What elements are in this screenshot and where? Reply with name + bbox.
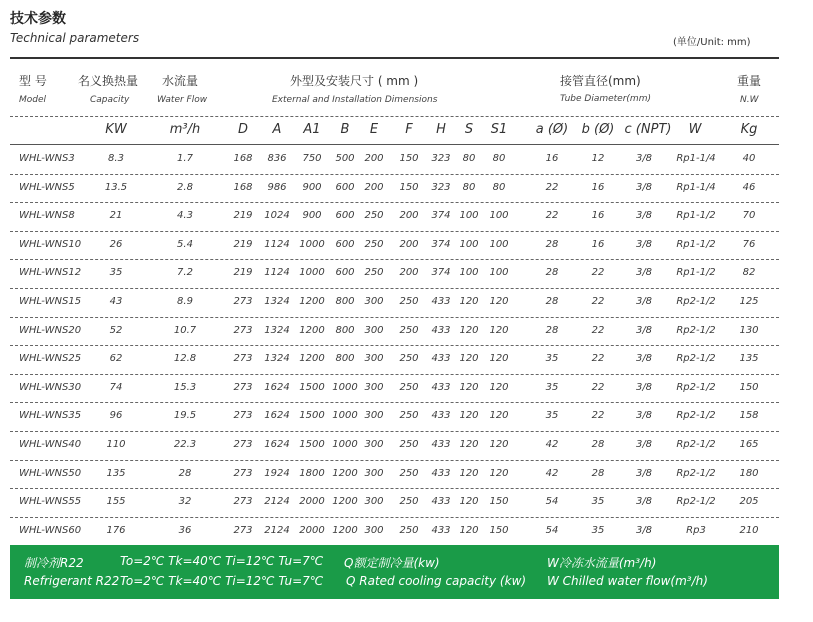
cell-a1: 1500 <box>299 439 325 450</box>
cell-c-npt: 3/8 <box>635 296 653 307</box>
cell-s1: 120 <box>489 353 509 364</box>
cell-s: 120 <box>459 410 479 421</box>
table-row <box>0 517 813 545</box>
cell-model: WHL-WNS55 <box>19 496 82 507</box>
cell-model: WHL-WNS5 <box>19 182 75 193</box>
cell-b: 600 <box>335 182 355 193</box>
cell-w-thread: Rp1-1/4 <box>676 182 716 193</box>
cell-b-dia: 28 <box>591 439 605 450</box>
cell-model: WHL-WNS50 <box>19 468 82 479</box>
cell-s1: 100 <box>489 267 509 278</box>
cell-a: 1324 <box>264 296 290 307</box>
cell-e: 300 <box>364 325 384 336</box>
cell-e: 250 <box>364 210 384 221</box>
table-row <box>0 488 813 516</box>
cell-b-dia: 22 <box>591 382 605 393</box>
unit-f: F <box>405 122 413 137</box>
legend-footer <box>10 545 779 599</box>
cell-a1: 900 <box>302 182 322 193</box>
cell-a-dia: 54 <box>545 496 559 507</box>
cell-a: 1924 <box>264 468 290 479</box>
cell-d: 273 <box>233 439 253 450</box>
cell-b: 500 <box>335 153 355 164</box>
cell-c-npt: 3/8 <box>635 496 653 507</box>
cell-capacity: 110 <box>106 439 126 450</box>
cell-weight: 130 <box>739 325 759 336</box>
cell-a-dia: 35 <box>545 382 559 393</box>
cell-model: WHL-WNS30 <box>19 382 82 393</box>
cell-a-dia: 35 <box>545 410 559 421</box>
cell-f: 250 <box>399 525 419 536</box>
cell-model: WHL-WNS35 <box>19 410 82 421</box>
cell-s1: 120 <box>489 325 509 336</box>
cell-f: 250 <box>399 296 419 307</box>
cell-b: 1000 <box>332 439 358 450</box>
cell-b: 600 <box>335 239 355 250</box>
cell-s1: 80 <box>492 153 506 164</box>
table-row <box>0 460 813 488</box>
cell-a-dia: 22 <box>545 210 559 221</box>
cell-e: 200 <box>364 153 384 164</box>
cell-a: 2124 <box>264 525 290 536</box>
cell-f: 250 <box>399 439 419 450</box>
table-row <box>0 259 813 287</box>
cell-h: 433 <box>431 439 451 450</box>
cell-model: WHL-WNS40 <box>19 439 82 450</box>
cell-f: 250 <box>399 353 419 364</box>
header-capacity-en: Capacity <box>90 95 130 105</box>
cell-d: 273 <box>233 410 253 421</box>
unit-note: (单位/Unit: mm) <box>673 37 751 48</box>
unit-h: H <box>436 122 446 137</box>
cell-s1: 80 <box>492 182 506 193</box>
header-tube-cn: 接管直径(mm) <box>560 74 641 88</box>
cell-e: 300 <box>364 496 384 507</box>
cell-w-thread: Rp2-1/2 <box>676 496 716 507</box>
cell-w-thread: Rp1-1/2 <box>676 267 716 278</box>
cell-a-dia: 42 <box>545 468 559 479</box>
cell-s1: 150 <box>489 525 509 536</box>
cell-a-dia: 42 <box>545 439 559 450</box>
cell-s1: 100 <box>489 239 509 250</box>
cell-b-dia: 16 <box>591 210 605 221</box>
cell-capacity: 74 <box>109 382 123 393</box>
cell-b-dia: 16 <box>591 182 605 193</box>
cell-h: 433 <box>431 353 451 364</box>
cell-h: 433 <box>431 525 451 536</box>
cell-f: 250 <box>399 410 419 421</box>
cell-weight: 76 <box>742 239 756 250</box>
cell-flow: 28 <box>178 468 192 479</box>
cell-d: 273 <box>233 496 253 507</box>
cell-c-npt: 3/8 <box>635 353 653 364</box>
cell-f: 250 <box>399 382 419 393</box>
cell-a-dia: 28 <box>545 267 559 278</box>
cell-b: 1000 <box>332 410 358 421</box>
cell-a-dia: 28 <box>545 296 559 307</box>
cell-f: 200 <box>399 210 419 221</box>
cell-model: WHL-WNS3 <box>19 153 75 164</box>
cell-weight: 210 <box>739 525 759 536</box>
cell-flow: 36 <box>178 525 192 536</box>
cell-e: 300 <box>364 296 384 307</box>
cell-flow: 8.9 <box>177 296 193 307</box>
cell-b: 600 <box>335 267 355 278</box>
cell-weight: 158 <box>739 410 759 421</box>
header-model-cn: 型 号 <box>19 74 47 88</box>
cell-h: 433 <box>431 410 451 421</box>
cell-s1: 120 <box>489 439 509 450</box>
unit-flow: m³/h <box>169 122 201 137</box>
cell-model: WHL-WNS20 <box>19 325 82 336</box>
cell-b-dia: 22 <box>591 325 605 336</box>
cell-b-dia: 22 <box>591 267 605 278</box>
cell-capacity: 8.3 <box>108 153 124 164</box>
cell-c-npt: 3/8 <box>635 239 653 250</box>
cell-f: 250 <box>399 496 419 507</box>
cell-w-thread: Rp2-1/2 <box>676 325 716 336</box>
cell-e: 250 <box>364 267 384 278</box>
cell-b: 1200 <box>332 468 358 479</box>
cell-a: 836 <box>267 153 287 164</box>
cell-a: 1124 <box>264 267 290 278</box>
cell-a: 1324 <box>264 353 290 364</box>
cell-b: 800 <box>335 296 355 307</box>
cell-d: 273 <box>233 382 253 393</box>
cell-flow: 32 <box>178 496 192 507</box>
cell-w-thread: Rp1-1/4 <box>676 153 716 164</box>
cell-b: 800 <box>335 325 355 336</box>
cell-f: 200 <box>399 267 419 278</box>
header-tube-en: Tube Diameter(mm) <box>560 94 651 104</box>
cell-b-dia: 28 <box>591 468 605 479</box>
unit-s: S <box>464 122 474 137</box>
cell-s: 120 <box>459 296 479 307</box>
cell-s: 80 <box>462 182 476 193</box>
cell-d: 219 <box>233 210 253 221</box>
table-row <box>0 202 813 230</box>
cell-a-dia: 35 <box>545 353 559 364</box>
cell-c-npt: 3/8 <box>635 267 653 278</box>
cell-capacity: 62 <box>109 353 123 364</box>
unit-kw: KW <box>105 122 127 137</box>
cell-b-dia: 12 <box>591 153 605 164</box>
cell-w-thread: Rp1-1/2 <box>676 239 716 250</box>
cell-weight: 70 <box>742 210 756 221</box>
cell-c-npt: 3/8 <box>635 153 653 164</box>
cell-s: 120 <box>459 439 479 450</box>
cell-b-dia: 22 <box>591 296 605 307</box>
unit-b-dia: b (Ø) <box>581 122 615 137</box>
cell-flow: 12.8 <box>173 353 197 364</box>
cell-capacity: 155 <box>106 496 126 507</box>
cell-a1: 1000 <box>299 267 325 278</box>
table-row <box>0 345 813 373</box>
cell-a-dia: 54 <box>545 525 559 536</box>
cell-capacity: 52 <box>109 325 123 336</box>
cell-flow: 15.3 <box>173 382 197 393</box>
cell-weight: 46 <box>742 182 756 193</box>
cell-capacity: 26 <box>109 239 123 250</box>
header-weight-en: N.W <box>740 95 759 105</box>
cell-c-npt: 3/8 <box>635 410 653 421</box>
cell-e: 200 <box>364 182 384 193</box>
table-row <box>0 431 813 459</box>
table-row <box>0 317 813 345</box>
cell-h: 374 <box>431 210 451 221</box>
cell-s: 120 <box>459 325 479 336</box>
footer-refrigerant-cn: 制冷剂R22 <box>24 556 84 570</box>
cell-h: 374 <box>431 239 451 250</box>
cell-c-npt: 3/8 <box>635 382 653 393</box>
cell-b: 800 <box>335 353 355 364</box>
cell-a: 1624 <box>264 410 290 421</box>
cell-a: 1024 <box>264 210 290 221</box>
cell-model: WHL-WNS8 <box>19 210 75 221</box>
header-model-en: Model <box>19 95 47 105</box>
unit-kg: Kg <box>740 122 758 137</box>
cell-h: 433 <box>431 296 451 307</box>
cell-d: 168 <box>233 182 253 193</box>
unit-s1: S1 <box>490 122 508 137</box>
cell-s: 100 <box>459 210 479 221</box>
cell-w-thread: Rp2-1/2 <box>676 353 716 364</box>
cell-b-dia: 35 <box>591 496 605 507</box>
cell-capacity: 13.5 <box>104 182 128 193</box>
cell-weight: 135 <box>739 353 759 364</box>
cell-a1: 1500 <box>299 382 325 393</box>
cell-b: 1000 <box>332 382 358 393</box>
cell-s: 100 <box>459 239 479 250</box>
cell-flow: 5.4 <box>177 239 193 250</box>
cell-s: 100 <box>459 267 479 278</box>
cell-a: 1124 <box>264 239 290 250</box>
cell-weight: 40 <box>742 153 756 164</box>
cell-e: 300 <box>364 353 384 364</box>
cell-capacity: 21 <box>109 210 123 221</box>
cell-w-thread: Rp2-1/2 <box>676 439 716 450</box>
cell-flow: 4.3 <box>177 210 193 221</box>
cell-s1: 120 <box>489 468 509 479</box>
cell-f: 150 <box>399 153 419 164</box>
cell-h: 374 <box>431 267 451 278</box>
unit-b: B <box>340 122 350 137</box>
cell-a: 986 <box>267 182 287 193</box>
table-row <box>0 402 813 430</box>
header-dims-en: External and Installation Dimensions <box>272 95 438 105</box>
cell-a: 1624 <box>264 439 290 450</box>
cell-e: 300 <box>364 468 384 479</box>
cell-f: 200 <box>399 239 419 250</box>
cell-w-thread: Rp2-1/2 <box>676 410 716 421</box>
cell-h: 433 <box>431 496 451 507</box>
cell-a1: 1000 <box>299 239 325 250</box>
cell-h: 433 <box>431 382 451 393</box>
cell-a1: 2000 <box>299 496 325 507</box>
cell-d: 168 <box>233 153 253 164</box>
cell-s: 80 <box>462 153 476 164</box>
cell-flow: 22.3 <box>173 439 197 450</box>
cell-a1: 1500 <box>299 410 325 421</box>
cell-flow: 10.7 <box>173 325 197 336</box>
cell-h: 323 <box>431 153 451 164</box>
footer-q-en: Q Rated cooling capacity (kw) <box>346 574 527 588</box>
cell-d: 273 <box>233 468 253 479</box>
cell-b-dia: 22 <box>591 353 605 364</box>
cell-a: 2124 <box>264 496 290 507</box>
cell-d: 219 <box>233 267 253 278</box>
cell-flow: 19.5 <box>173 410 197 421</box>
cell-e: 300 <box>364 525 384 536</box>
cell-w-thread: Rp2-1/2 <box>676 296 716 307</box>
cell-a: 1624 <box>264 382 290 393</box>
cell-flow: 1.7 <box>177 153 193 164</box>
footer-conditions-1: To=2℃ Tk=40℃ Ti=12℃ Tu=7℃ <box>120 554 324 568</box>
cell-capacity: 135 <box>106 468 126 479</box>
cell-e: 300 <box>364 410 384 421</box>
cell-a1: 1800 <box>299 468 325 479</box>
cell-flow: 2.8 <box>177 182 193 193</box>
cell-capacity: 35 <box>109 267 123 278</box>
cell-a1: 1200 <box>299 353 325 364</box>
cell-weight: 150 <box>739 382 759 393</box>
footer-q-cn: Q额定制冷量(kw) <box>344 556 440 570</box>
cell-w-thread: Rp2-1/2 <box>676 468 716 479</box>
cell-c-npt: 3/8 <box>635 468 653 479</box>
cell-a-dia: 22 <box>545 182 559 193</box>
table-row <box>0 288 813 316</box>
cell-h: 433 <box>431 325 451 336</box>
cell-a-dia: 16 <box>545 153 559 164</box>
cell-s: 120 <box>459 353 479 364</box>
header-flow-cn: 水流量 <box>162 74 199 88</box>
cell-h: 323 <box>431 182 451 193</box>
cell-c-npt: 3/8 <box>635 210 653 221</box>
header-divider <box>10 116 779 117</box>
unit-w: W <box>688 122 702 137</box>
cell-e: 250 <box>364 239 384 250</box>
cell-w-thread: Rp3 <box>686 525 706 536</box>
cell-s1: 120 <box>489 410 509 421</box>
cell-f: 250 <box>399 468 419 479</box>
unit-a-dia: a (Ø) <box>535 122 569 137</box>
title-cn: 技术参数 <box>10 11 66 27</box>
unit-a1: A1 <box>303 122 321 137</box>
cell-b-dia: 16 <box>591 239 605 250</box>
cell-weight: 180 <box>739 468 759 479</box>
cell-weight: 82 <box>742 267 756 278</box>
cell-b-dia: 22 <box>591 410 605 421</box>
cell-a1: 2000 <box>299 525 325 536</box>
cell-d: 273 <box>233 525 253 536</box>
cell-capacity: 43 <box>109 296 123 307</box>
cell-a1: 1200 <box>299 325 325 336</box>
cell-model: WHL-WNS25 <box>19 353 82 364</box>
top-rule <box>10 57 779 59</box>
cell-w-thread: Rp2-1/2 <box>676 382 716 393</box>
table-row <box>0 174 813 202</box>
cell-s1: 150 <box>489 496 509 507</box>
cell-weight: 165 <box>739 439 759 450</box>
cell-s1: 120 <box>489 296 509 307</box>
cell-s1: 100 <box>489 210 509 221</box>
footer-refrigerant-en: Refrigerant R22 <box>24 574 120 588</box>
title-en: Technical parameters <box>10 31 140 45</box>
cell-e: 300 <box>364 439 384 450</box>
cell-model: WHL-WNS12 <box>19 267 82 278</box>
cell-b: 1200 <box>332 496 358 507</box>
table-row <box>0 374 813 402</box>
cell-b: 600 <box>335 210 355 221</box>
cell-b-dia: 35 <box>591 525 605 536</box>
cell-w-thread: Rp1-1/2 <box>676 210 716 221</box>
cell-f: 150 <box>399 182 419 193</box>
cell-c-npt: 3/8 <box>635 439 653 450</box>
unit-e: E <box>369 122 379 137</box>
cell-a1: 750 <box>302 153 322 164</box>
cell-c-npt: 3/8 <box>635 325 653 336</box>
cell-a-dia: 28 <box>545 239 559 250</box>
cell-model: WHL-WNS15 <box>19 296 82 307</box>
cell-a1: 900 <box>302 210 322 221</box>
cell-s1: 120 <box>489 382 509 393</box>
header-weight-cn: 重量 <box>737 74 762 88</box>
cell-a: 1324 <box>264 325 290 336</box>
cell-f: 250 <box>399 325 419 336</box>
table-row <box>0 145 813 173</box>
cell-c-npt: 3/8 <box>635 182 653 193</box>
cell-s: 120 <box>459 382 479 393</box>
cell-capacity: 176 <box>106 525 126 536</box>
cell-s: 120 <box>459 468 479 479</box>
cell-s: 120 <box>459 496 479 507</box>
cell-d: 219 <box>233 239 253 250</box>
cell-a-dia: 28 <box>545 325 559 336</box>
header-flow-en: Water Flow <box>157 95 208 105</box>
cell-h: 433 <box>431 468 451 479</box>
cell-d: 273 <box>233 325 253 336</box>
unit-a: A <box>272 122 282 137</box>
footer-w-cn: W冷冻水流量(m³/h) <box>547 556 657 570</box>
cell-flow: 7.2 <box>177 267 193 278</box>
cell-c-npt: 3/8 <box>635 525 653 536</box>
cell-capacity: 96 <box>109 410 123 421</box>
cell-s: 120 <box>459 525 479 536</box>
cell-weight: 125 <box>739 296 759 307</box>
unit-d: D <box>237 122 248 137</box>
footer-conditions-2: To=2℃ Tk=40℃ Ti=12℃ Tu=7℃ <box>120 574 324 588</box>
table-row <box>0 231 813 259</box>
cell-model: WHL-WNS60 <box>19 525 82 536</box>
header-dims-cn: 外型及安装尺寸 ( mm ) <box>290 74 419 88</box>
cell-d: 273 <box>233 296 253 307</box>
cell-weight: 205 <box>739 496 759 507</box>
cell-d: 273 <box>233 353 253 364</box>
cell-b: 1200 <box>332 525 358 536</box>
unit-c-npt: c (NPT) <box>624 122 672 137</box>
cell-e: 300 <box>364 382 384 393</box>
footer-w-en: W Chilled water flow(m³/h) <box>547 574 708 588</box>
cell-model: WHL-WNS10 <box>19 239 82 250</box>
header-capacity-cn: 名义换热量 <box>78 74 139 88</box>
cell-a1: 1200 <box>299 296 325 307</box>
